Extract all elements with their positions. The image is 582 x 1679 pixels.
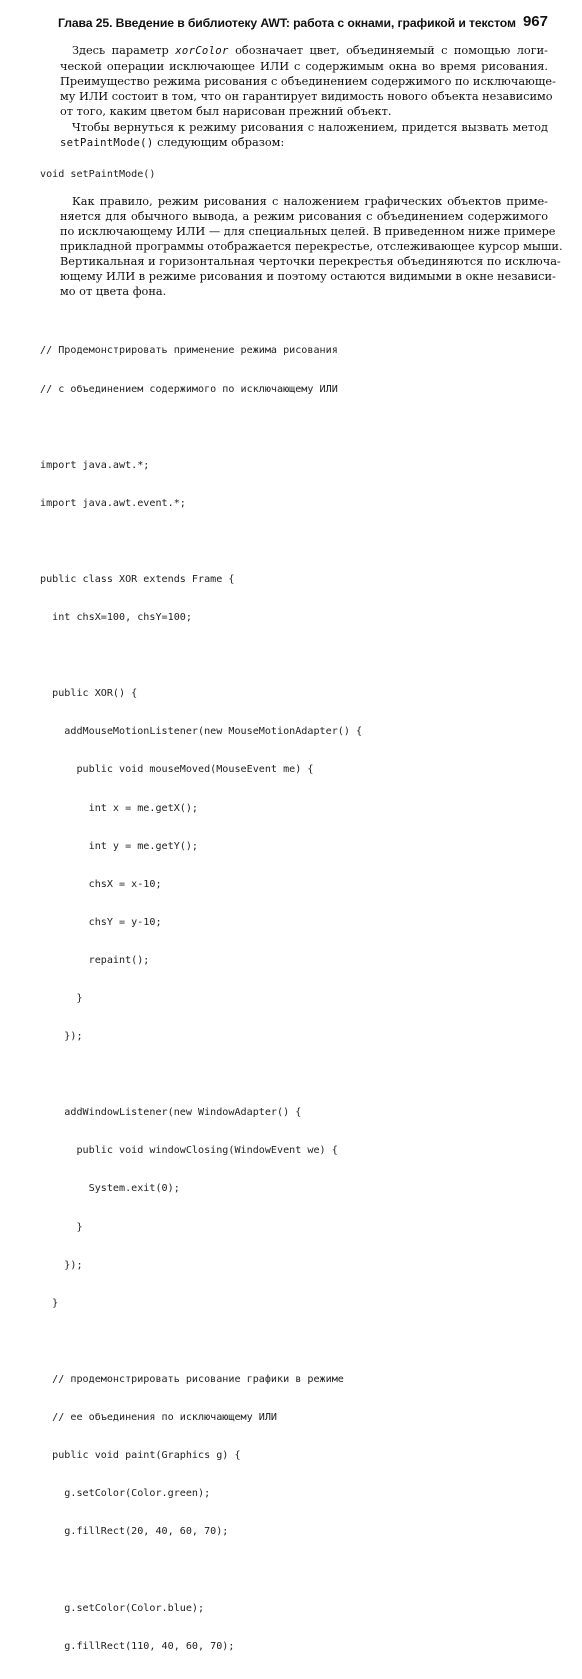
code-line: addWindowListener(new WindowAdapter() { (40, 1107, 302, 1119)
paragraph-set-paint-mode (60, 120, 548, 151)
page-number: 967 (522, 13, 548, 30)
code-line: import java.awt.event.*; (40, 497, 186, 509)
code-line: repaint(); (40, 954, 150, 966)
code-line: }); (40, 1031, 83, 1043)
paragraph-line: мо от цвета фона. (60, 285, 167, 298)
code-line: addMouseMotionListener(new MouseMotionAdapter() { (40, 726, 363, 738)
paragraph-line: ческой операции исключающее ИЛИ с содержимым окна во время рисования. (60, 60, 548, 73)
chapter-title: Глава 25. Введение в библиотеку AWT: работа с окнами, графикой и текстом (58, 16, 516, 30)
code-line: g.fillRect(20, 40, 60, 70); (40, 1526, 229, 1538)
code-line: } (40, 993, 83, 1004)
code-line: g.fillRect(110, 40, 60, 70); (40, 1640, 235, 1652)
code-line: // продемонстрировать рисование графики в режиме (40, 1373, 344, 1385)
code-line: chsX = x-10; (40, 878, 162, 890)
paragraph-line: Чтобы вернуться к режиму рисования с наложением, придется вызвать метод (72, 121, 548, 134)
paragraph-line: Здесь параметр xorColor обозначает цвет, объединяемый с помощью логи- (72, 44, 548, 57)
paragraph-line: от того, каким цветом был нарисован прежний объект. (60, 105, 392, 118)
code-line: int y = me.getY(); (40, 840, 199, 852)
code-line: }); (40, 1259, 83, 1271)
code-line: System.exit(0); (40, 1183, 180, 1195)
paragraph-crosshair (60, 194, 563, 299)
paragraph-line: му ИЛИ состоит в том, что он гарантирует видимость нового объекта независимо (60, 90, 553, 103)
page-header (58, 14, 548, 36)
code-term: setPaintMode() (60, 137, 154, 149)
paragraph-xor-color (60, 43, 556, 119)
code-line: } (40, 1297, 59, 1309)
code-line: g.setColor(Color.green); (40, 1488, 211, 1500)
code-line: public void paint(Graphics g) { (40, 1450, 241, 1462)
code-term: xorColor (175, 45, 229, 57)
code-line: public void windowClosing(WindowEvent we) { (40, 1145, 338, 1157)
code-line: public class XOR extends Frame { (40, 573, 235, 585)
code-line (40, 1069, 362, 1082)
paragraph-line: няется для обычного вывода, а режим рисования с объединением содержимого (60, 210, 548, 223)
code-line (40, 422, 362, 435)
code-listing (40, 320, 362, 1679)
code-line: } (40, 1221, 83, 1233)
code-line (40, 1336, 362, 1349)
code-line: public void mouseMoved(MouseEvent me) { (40, 764, 314, 776)
paragraph-line: Вертикальная и горизонтальная черточки перекрестья объединяются по исключа- (60, 255, 561, 268)
paragraph-line: прикладной программы отображается перекрестье, отслеживающее курсор мыши. (60, 240, 563, 253)
code-line: // с объединением содержимого по исключающему ИЛИ (40, 383, 338, 395)
code-line: int chsX=100, chsY=100; (40, 612, 192, 624)
code-line: // ее объединения по исключающему ИЛИ (40, 1412, 278, 1424)
paragraph-line: ющему ИЛИ в режиме рисования и поэтому остаются видимыми в окне независи- (60, 270, 556, 283)
code-line (40, 1564, 362, 1577)
code-snippet: void setPaintMode() (40, 169, 156, 180)
code-line: // Продемонстрировать применение режима рисования (40, 345, 338, 357)
code-line: import java.awt.*; (40, 459, 150, 471)
paragraph-line: Преимущество режима рисования с объединением содержимого по исключающе- (60, 75, 556, 88)
code-line: int x = me.getX(); (40, 802, 199, 814)
paragraph-line: Как правило, режим рисования с наложением графических объектов приме- (72, 195, 548, 208)
code-line: g.setColor(Color.blue); (40, 1602, 205, 1614)
paragraph-line: setPaintMode() следующим образом: (60, 136, 285, 149)
code-line (40, 650, 362, 663)
code-line: public XOR() { (40, 688, 138, 700)
code-line (40, 536, 362, 549)
paragraph-line: по исключающему ИЛИ — для специальных целей. В приведенном ниже примере (60, 225, 556, 238)
code-line: chsY = y-10; (40, 916, 162, 928)
